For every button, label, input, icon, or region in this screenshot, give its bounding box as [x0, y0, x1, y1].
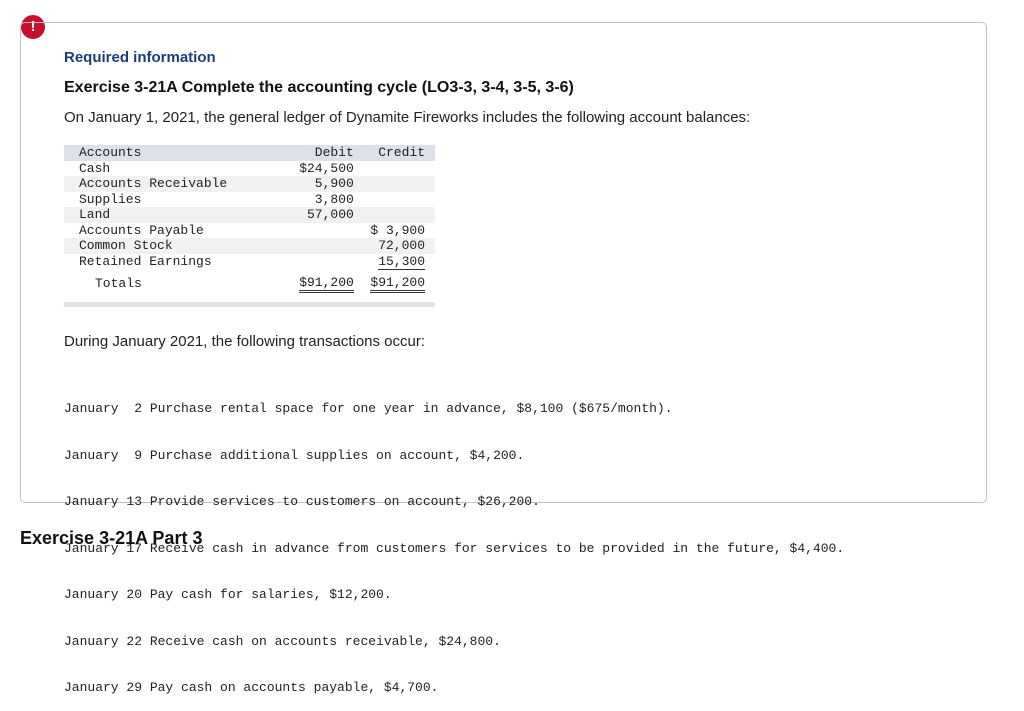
- part-title: Exercise 3-21A Part 3: [20, 528, 203, 548]
- credit-value: $ 3,900: [370, 222, 425, 238]
- header-accounts: Accounts: [64, 145, 277, 161]
- ledger-row: [64, 254, 435, 270]
- header-credit: Credit: [354, 145, 435, 161]
- ledger-row: [64, 176, 435, 192]
- required-information-label: Required information: [64, 49, 216, 66]
- transaction-line: January 20 Pay cash for salaries, $12,200.: [64, 587, 392, 602]
- debit-value: [277, 254, 353, 270]
- totals-debit: $91,200: [299, 275, 354, 293]
- credit-value: [354, 176, 435, 192]
- debit-value: $24,500: [299, 160, 354, 176]
- ledger-row: [64, 238, 435, 254]
- account-name: Cash: [79, 160, 111, 176]
- credit-value: [354, 192, 435, 208]
- account-name: Common Stock: [64, 238, 277, 254]
- transaction-line: January 2 Purchase rental space for one year in advance, $8,100 ($675/month).: [64, 401, 673, 416]
- exercise-title: Exercise 3-21A Complete the accounting cycle (LO3-3, 3-4, 3-5, 3-6): [64, 79, 574, 96]
- totals-debit-cell: [277, 275, 353, 293]
- ledger-bottom-bar: [64, 302, 435, 307]
- account-name: Supplies: [79, 191, 142, 207]
- totals-label: Totals: [95, 275, 142, 291]
- debit-value: 3,800: [314, 191, 354, 207]
- intro-text: On January 1, 2021, the general ledger of Dynamite Fireworks includes the following account balances:: [64, 109, 751, 126]
- transaction-line: January 17 Receive cash in advance from customers for services to be provided in the future, $4,400.: [64, 540, 845, 556]
- credit-subtotal-underlined: 15,300: [378, 253, 425, 269]
- transactions-intro: During January 2021, the following transactions occur:: [64, 333, 426, 350]
- debit-value: 57,000: [277, 207, 353, 223]
- ledger-table: [64, 145, 435, 293]
- account-name: Retained Earnings: [79, 253, 212, 269]
- credit-value: 72,000: [354, 238, 435, 254]
- transaction-line: January 13 Provide services to customers on account, $26,200.: [64, 494, 540, 509]
- debit-value: [277, 238, 353, 254]
- debit-value: [277, 223, 353, 239]
- totals-credit-cell: [354, 275, 435, 293]
- ledger-row: [64, 207, 435, 223]
- alert-icon: !: [21, 15, 45, 39]
- transaction-line: January 29 Pay cash on accounts payable, $4,700.: [64, 680, 439, 695]
- debit-value: 5,900: [277, 176, 353, 192]
- credit-value: [354, 161, 435, 177]
- transaction-line: January 9 Purchase additional supplies on account, $4,200.: [64, 447, 525, 463]
- account-name: Accounts Payable: [79, 222, 204, 238]
- ledger-header-row: [64, 145, 435, 161]
- transaction-line: January 22 Receive cash on accounts receivable, $24,800.: [64, 633, 501, 649]
- credit-value: [354, 207, 435, 223]
- account-name: Land: [64, 207, 277, 223]
- ledger-totals-row: [64, 275, 435, 293]
- credit-value: [354, 254, 435, 270]
- account-name: Accounts Receivable: [64, 176, 277, 192]
- header-debit: Debit: [277, 145, 353, 161]
- ledger-row: [64, 192, 435, 208]
- totals-credit: $91,200: [370, 275, 425, 293]
- ledger-row: [64, 161, 435, 177]
- ledger-row: [64, 223, 435, 239]
